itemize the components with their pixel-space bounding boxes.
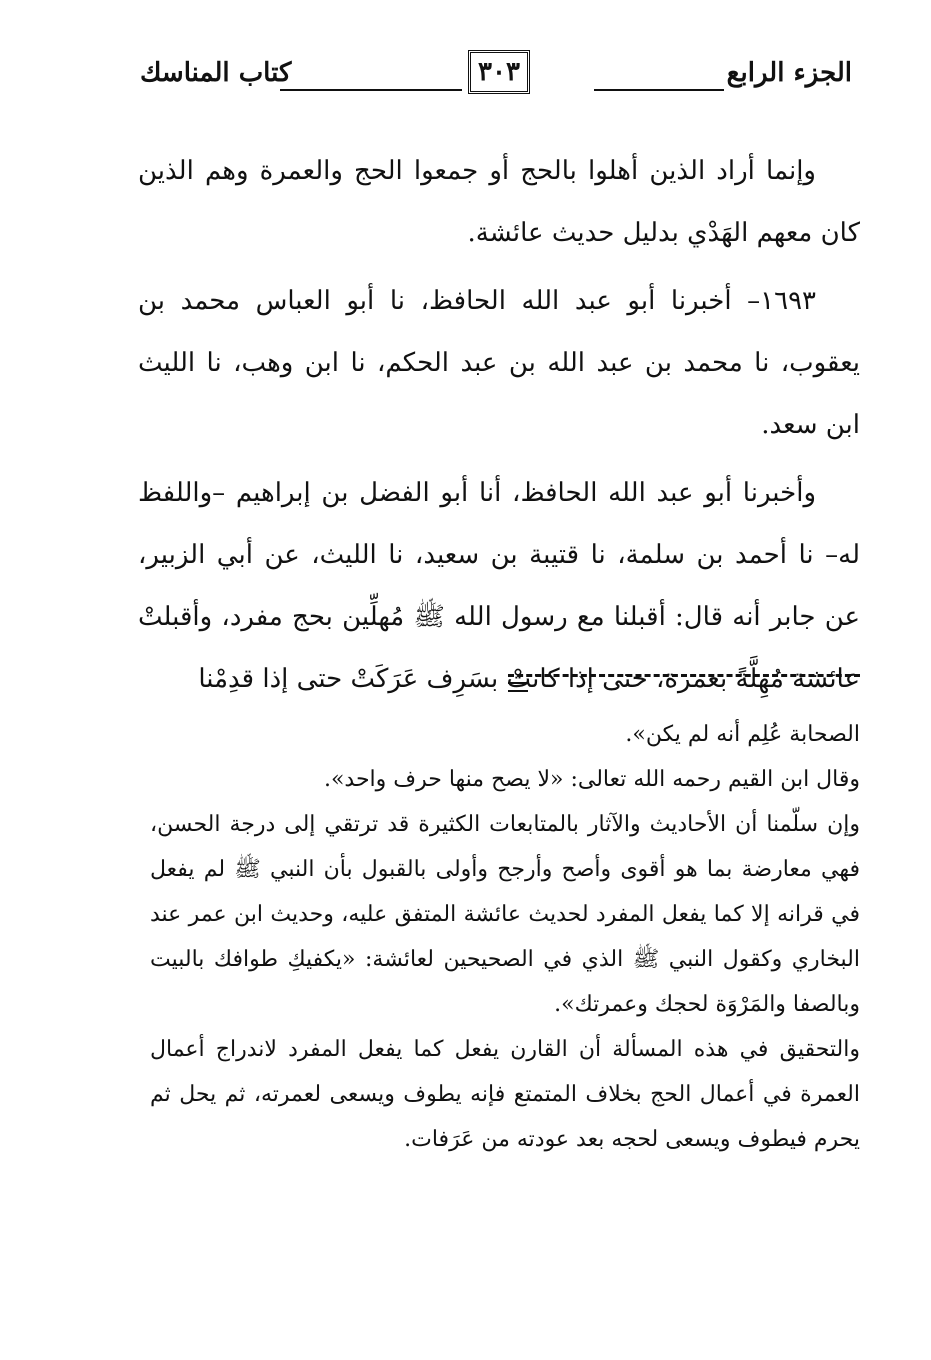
main-text [138,140,860,710]
footnote-paragraph: والتحقيق في هذه المسألة أن القارن يفعل كما يفعل المفرد لاندراج أعمال العمرة في أعمال الحج بخلاف المتمتع فإنه يطوف ويسعى لعمرته، ثم يحل ثم يحرم فيطوف ويسعى لحجه بعد عودته من عَرَفات. [150,1037,860,1152]
footnote-paragraph: وقال ابن القيم رحمه الله تعالى: «لا يصح منها حرف واحد». [323,767,860,792]
footnote-separator [508,674,860,677]
header-rule-left [280,89,462,91]
footnotes [150,712,860,1162]
main-paragraph: وأخبرنا أبو عبد الله الحافظ، أنا أبو الفضل بن إبراهيم –واللفظ له– نا أحمد بن سلمة، نا قتيبة بن سعيد، نا الليث، عن أبي الزبير، عن جابر أنه قال: أقبلنا مع رسول الله ﷺ مُهلِّين بحج مفرد، وأقبلتْ عائشة مُهِلَّةً بعمرة، حتى إذا كانتْ بسَرِف عَرَكَتْ حتى إذا قدِمْنا [138,478,860,694]
separator-equals-mark [508,682,528,692]
header-rule-right [594,89,724,91]
main-paragraph: وإنما أراد الذين أهلوا بالحج أو جمعوا الحج والعمرة وهم الذين كان معهم الهَدْي بدليل حديث عائشة. [138,156,860,248]
page-number: ٣٠٣ [468,50,530,94]
running-header [140,56,852,96]
part-title: الجزء الرابع [726,58,852,88]
footnote-paragraph: وإن سلّمنا أن الأحاديث والآثار بالمتابعات الكثيرة قد ترتقي إلى درجة الحسن، فهي معارضة بما هو أقوى وأصح وأرجح وأولى بالقبول بأن النبي ﷺ لم يفعل في قرانه إلا كما يفعل المفرد لحديث عائشة المتفق عليه، وحديث ابن عمر عند البخاري وكقول النبي ﷺ الذي في الصحيحين لعائشة: «يكفيكِ طوافك بالبيت وبالصفا والمَرْوَة لحجك وعمرتك». [150,812,860,1017]
footnote-paragraph: الصحابة عُلِم أنه لم يكن». [625,722,860,747]
book-title: كتاب المناسك [140,58,292,88]
hadith-paragraph: ١٦٩٣– أخبرنا أبو عبد الله الحافظ، نا أبو العباس محمد بن يعقوب، نا محمد بن عبد الله بن عبد الحكم، نا ابن وهب، نا الليث ابن سعد. [138,286,860,440]
